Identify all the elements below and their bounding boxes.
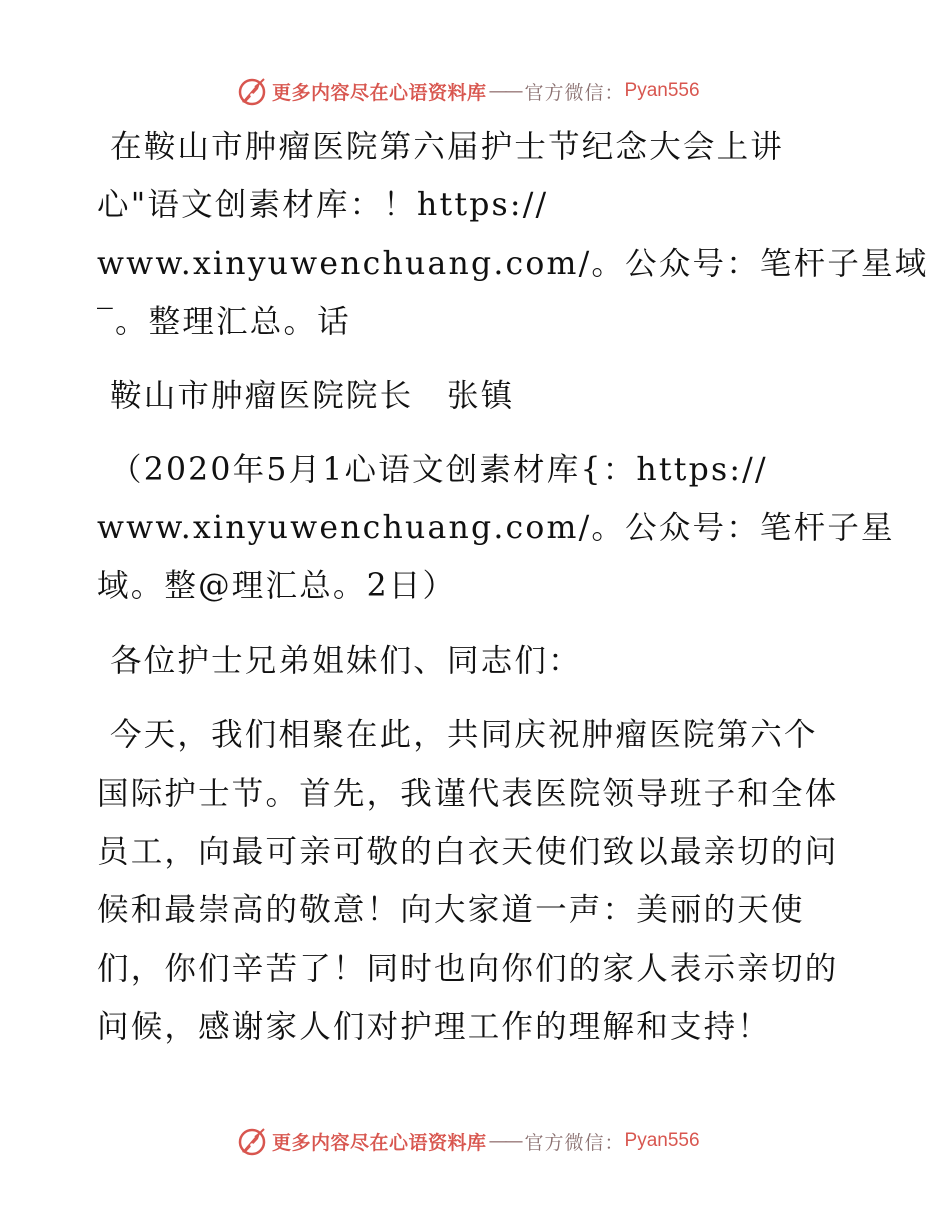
- watermark-dash: ——: [488, 1130, 521, 1152]
- paragraph-line: 今天，我们相聚在此，共同庆祝肿瘤医院第六个: [110, 717, 818, 753]
- watermark-main-text: 更多内容尽在心语资料库: [272, 1131, 487, 1154]
- author-line: 鞍山市肿瘤医院院长 张镇: [110, 378, 515, 414]
- salutation-line: 各位护士兄弟姐妹们、同志们：: [110, 643, 582, 679]
- watermark-dash: ——: [488, 80, 521, 102]
- title-line-4: ‾。整理汇总。话: [97, 304, 351, 340]
- watermark-wechat-id: Pyan556: [624, 1130, 700, 1151]
- watermark-wechat-id: Pyan556: [624, 80, 700, 101]
- watermark-official-label: 官方微信：: [524, 81, 625, 104]
- date-line-3: 域。整@理汇总。2日）: [97, 568, 457, 604]
- paragraph-line: 问候，感谢家人们对护理工作的理解和支持！: [97, 1009, 772, 1045]
- footer-watermark: [236, 1124, 700, 1158]
- header-watermark: [236, 74, 700, 108]
- pen-nib-logo-icon: [236, 75, 268, 107]
- paragraph-line: 员工，向最可亲可敬的白衣天使们致以最亲切的问: [97, 834, 839, 870]
- paragraph-line: 候和最崇高的敬意！向大家道一声：美丽的天使: [97, 892, 805, 928]
- watermark-main-text: 更多内容尽在心语资料库: [272, 81, 487, 104]
- date-line-2: www.xinyuwenchuang.com/。公众号：笔杆子星: [97, 510, 895, 546]
- title-line-2: 心"语文创素材库：！https://: [97, 187, 549, 223]
- title-line-3: www.xinyuwenchuang.com/。公众号：笔杆子星域: [97, 246, 929, 282]
- date-line-1: （2020年5月1心语文创素材库{：https://: [110, 452, 768, 488]
- paragraph-line: 们，你们辛苦了！同时也向你们的家人表示亲切的: [97, 951, 839, 987]
- pen-nib-logo-icon: [236, 1125, 268, 1157]
- title-line-1: 在鞍山市肿瘤医院第六届护士节纪念大会上讲: [110, 129, 785, 165]
- watermark-official-label: 官方微信：: [524, 1131, 625, 1154]
- paragraph-line: 国际护士节。首先，我谨代表医院领导班子和全体: [97, 776, 839, 812]
